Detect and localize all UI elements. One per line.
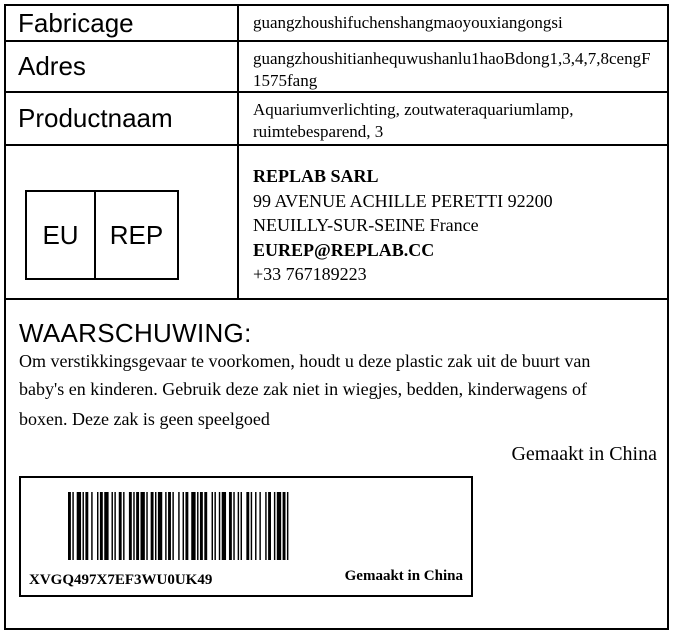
barcode-origin: Gemaakt in China bbox=[344, 568, 463, 584]
product-label bbox=[4, 4, 669, 630]
address-value: guangzhoushitianhequwushanlu1haoBdong1,3,4,7,8cengF1575fang bbox=[253, 49, 651, 90]
barcode-bar bbox=[168, 492, 171, 560]
barcode-bar bbox=[233, 492, 234, 560]
barcode-bar bbox=[178, 492, 179, 560]
barcode-bar bbox=[97, 492, 98, 560]
barcode-bar bbox=[133, 492, 134, 560]
product-label-key: Productnaam bbox=[6, 93, 239, 144]
barcode-bar bbox=[114, 492, 115, 560]
barcode-bar bbox=[238, 492, 239, 560]
barcode-bar bbox=[68, 492, 71, 560]
barcode-bar bbox=[246, 492, 249, 560]
rep-city: NEUILLY-SUR-SEINE France bbox=[253, 215, 479, 235]
made-in-text: Gemaakt in China bbox=[511, 443, 657, 465]
barcode-bar bbox=[151, 492, 154, 560]
barcode-bar bbox=[185, 492, 188, 560]
barcode-bar bbox=[104, 492, 108, 560]
barcode-bar bbox=[136, 492, 139, 560]
barcode-icon bbox=[68, 492, 428, 560]
ec-rep-info bbox=[239, 146, 667, 298]
barcode-bar bbox=[212, 492, 213, 560]
ec-rep-eu-text: EU bbox=[42, 219, 79, 250]
ec-rep-rep-text: REP bbox=[109, 219, 164, 250]
ec-rep-symbol-cell bbox=[6, 146, 239, 298]
warning-title: WAARSCHUWING: bbox=[19, 318, 252, 348]
barcode-bar bbox=[158, 492, 162, 560]
manufacturer-label: Fabricage bbox=[6, 6, 239, 40]
barcode-bar bbox=[165, 492, 166, 560]
barcode-bar bbox=[100, 492, 103, 560]
warning-line: boxen. Deze zak is geen speelgoed bbox=[19, 409, 270, 429]
barcode-bar bbox=[146, 492, 147, 560]
barcode-bar bbox=[83, 492, 84, 560]
barcode-bar bbox=[91, 492, 92, 560]
product-row bbox=[6, 93, 667, 146]
barcode-bar bbox=[287, 492, 288, 560]
barcode-bar bbox=[155, 492, 156, 560]
barcode-bar bbox=[268, 492, 271, 560]
rep-street: 99 AVENUE ACHILLE PERETTI 92200 bbox=[253, 190, 553, 211]
barcode-bar bbox=[214, 492, 215, 560]
barcode-bar bbox=[222, 492, 226, 560]
barcode-bar bbox=[119, 492, 122, 560]
address-row bbox=[6, 42, 667, 93]
barcode-bar bbox=[229, 492, 232, 560]
barcode-bar bbox=[200, 492, 203, 560]
manufacturer-value: guangzhoushifuchenshangmaoyouxiangongsi bbox=[253, 13, 563, 32]
ec-rep-row bbox=[6, 146, 667, 300]
manufacturer-row bbox=[6, 6, 667, 42]
warning-line: Om verstikkingsgevaar te voorkomen, houdt u deze plastic zak uit de buurt van bbox=[19, 351, 591, 371]
barcode-bar bbox=[85, 492, 88, 560]
barcode-bar bbox=[241, 492, 242, 560]
barcode-bar bbox=[112, 492, 113, 560]
barcode-bar bbox=[283, 492, 286, 560]
ec-rep-symbol bbox=[25, 190, 179, 280]
barcode-bar bbox=[251, 492, 252, 560]
barcode-box bbox=[19, 476, 473, 597]
address-label: Adres bbox=[6, 42, 239, 91]
barcode-bar bbox=[274, 492, 275, 560]
rep-email: EUREP@REPLAB.CC bbox=[253, 239, 435, 260]
barcode-bar bbox=[123, 492, 124, 560]
barcode-bar bbox=[219, 492, 220, 560]
barcode-bar bbox=[183, 492, 184, 560]
barcode-number: XVGQ497X7EF3WU0UK49 bbox=[29, 572, 213, 588]
rep-phone: +33 767189223 bbox=[253, 264, 367, 284]
rep-company: REPLAB SARL bbox=[253, 166, 379, 186]
product-value: Aquariumverlichting, zoutwateraquariumlamp, ruimtebesparend, 3 bbox=[253, 100, 574, 141]
barcode-bar bbox=[191, 492, 195, 560]
barcode-bar bbox=[255, 492, 256, 560]
barcode-bar bbox=[72, 492, 73, 560]
barcode-bar bbox=[129, 492, 132, 560]
barcode-bar bbox=[265, 492, 266, 560]
barcode-bar bbox=[141, 492, 145, 560]
barcode-bar bbox=[77, 492, 81, 560]
barcode-bar bbox=[204, 492, 207, 560]
barcode-bar bbox=[172, 492, 173, 560]
barcode-bar bbox=[277, 492, 281, 560]
barcode-bar bbox=[259, 492, 260, 560]
warning-line: baby's en kinderen. Gebruik deze zak niet in wiegjes, bedden, kinderwagens of bbox=[19, 379, 588, 399]
barcode-bar bbox=[197, 492, 198, 560]
